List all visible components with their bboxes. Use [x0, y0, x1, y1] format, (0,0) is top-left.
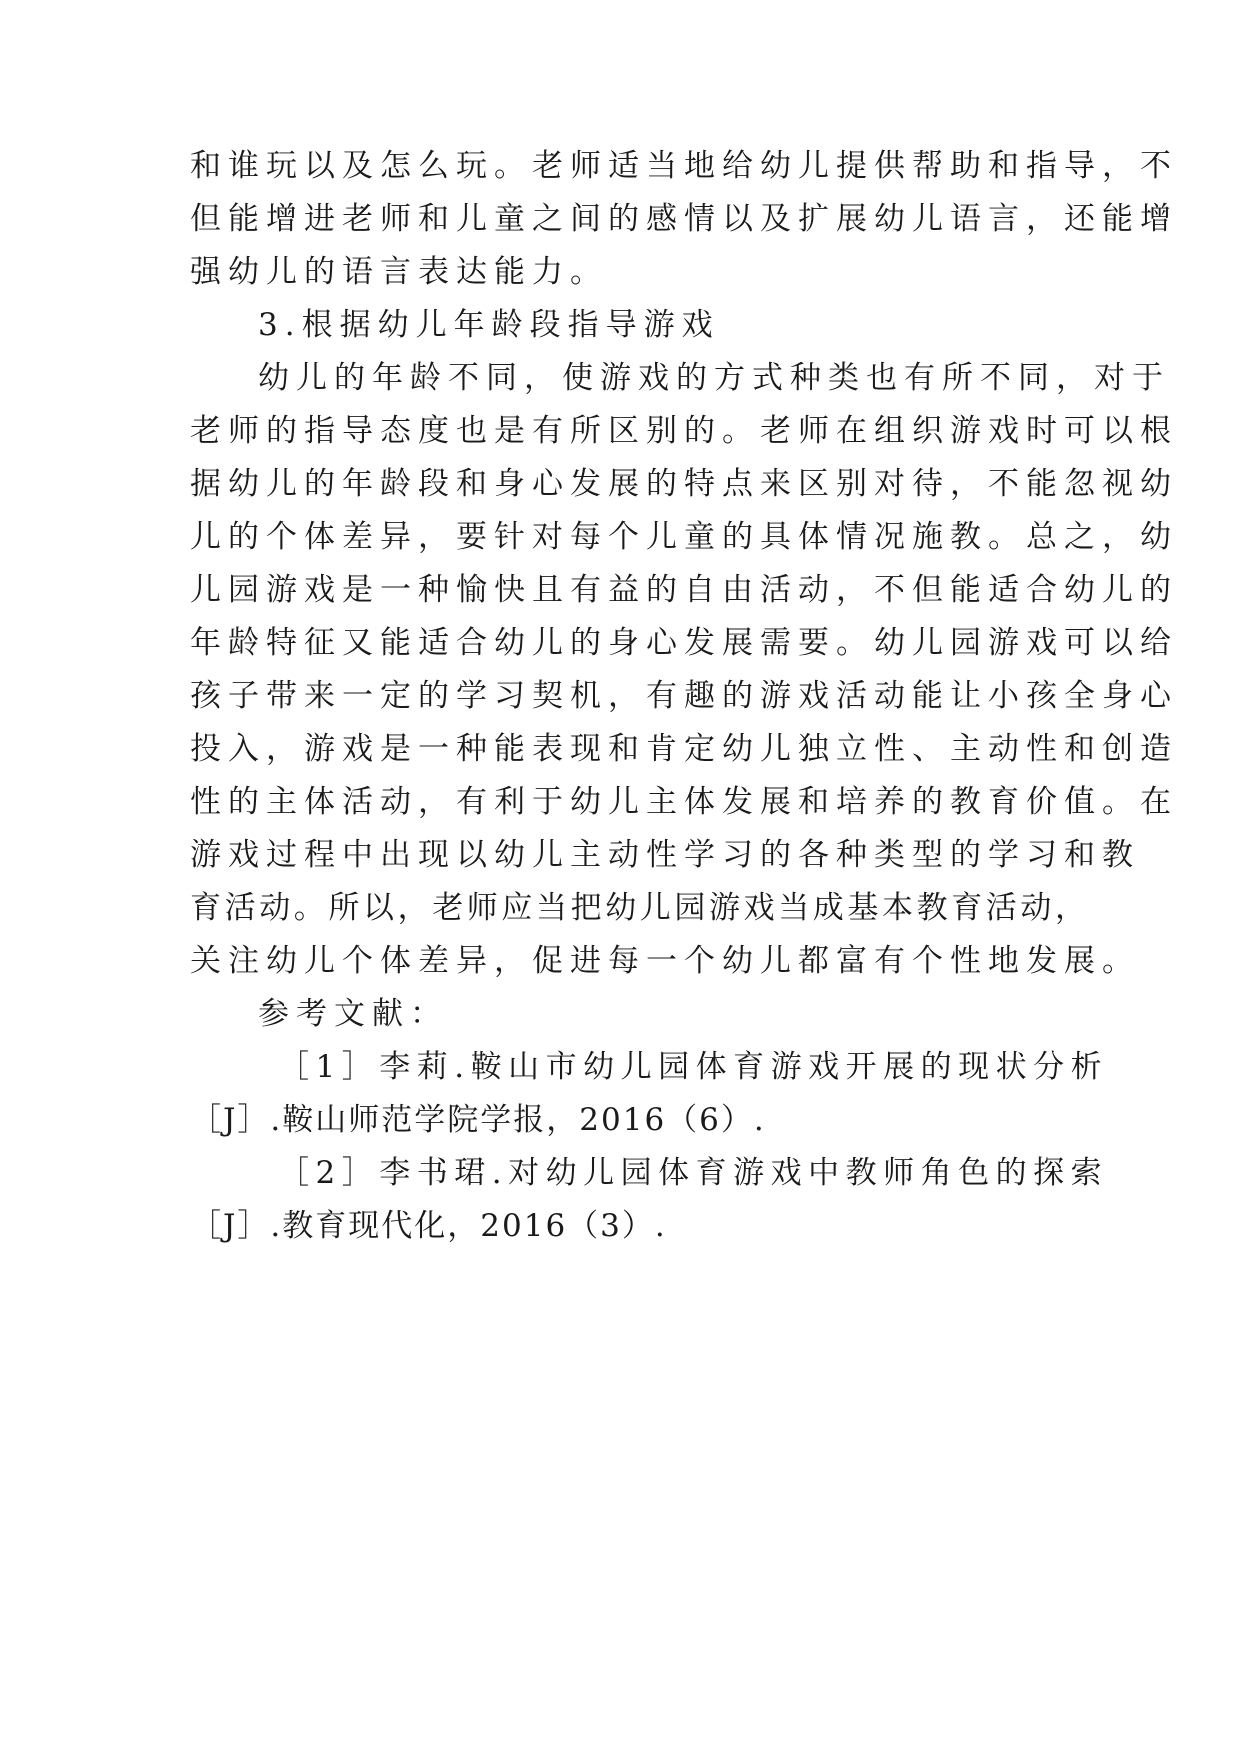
reference-entry-2-line-1: ［2］李书珺.对幼儿园体育游戏中教师角色的探索	[278, 1155, 1109, 1191]
paragraph-line: 老师的指导态度也是有所区别的。老师在组织游戏时可以根	[190, 413, 1178, 449]
paragraph-line: 孩子带来一定的学习契机，有趣的游戏活动能让小孩全身心	[190, 678, 1178, 714]
references-heading: 参考文献：	[258, 996, 448, 1032]
reference-entry-1-line-1: ［1］李莉.鞍山市幼儿园体育游戏开展的现状分析	[278, 1049, 1109, 1085]
paragraph-line: 但能增进老师和儿童之间的感情以及扩展幼儿语言，还能增	[190, 201, 1178, 237]
reference-entry-2-line-2: ［J］.教育现代化，2016（3）.	[190, 1208, 667, 1244]
section-heading: 3.根据幼儿年龄段指导游戏	[258, 307, 720, 343]
paragraph-line: 儿的个体差异，要针对每个儿童的具体情况施教。总之，幼	[190, 519, 1178, 555]
paragraph-line: 年龄特征又能适合幼儿的身心发展需要。幼儿园游戏可以给	[190, 625, 1178, 661]
paragraph-line: 游戏过程中出现以幼儿主动性学习的各种类型的学习和教	[190, 837, 1140, 873]
paragraph-line: 投入，游戏是一种能表现和肯定幼儿独立性、主动性和创造	[190, 731, 1178, 767]
paragraph-line: 据幼儿的年龄段和身心发展的特点来区别对待，不能忽视幼	[190, 466, 1178, 502]
paragraph-line: 育活动。所以，老师应当把幼儿园游戏当成基本教育活动，	[190, 890, 1090, 926]
paragraph-line: 性的主体活动，有利于幼儿主体发展和培养的教育价值。在	[190, 784, 1178, 820]
reference-entry-1-line-2: ［J］.鞍山师范学院学报，2016（6）.	[190, 1102, 766, 1138]
paragraph-line: 强幼儿的语言表达能力。	[190, 254, 608, 290]
paragraph-line: 儿园游戏是一种愉快且有益的自由活动，不但能适合幼儿的	[190, 572, 1178, 608]
paragraph-line: 和谁玩以及怎么玩。老师适当地给幼儿提供帮助和指导，不	[190, 148, 1178, 184]
paragraph-line: 幼儿的年龄不同，使游戏的方式种类也有所不同，对于	[258, 360, 1170, 396]
paragraph-line: 关注幼儿个体差异，促进每一个幼儿都富有个性地发展。	[190, 943, 1140, 979]
